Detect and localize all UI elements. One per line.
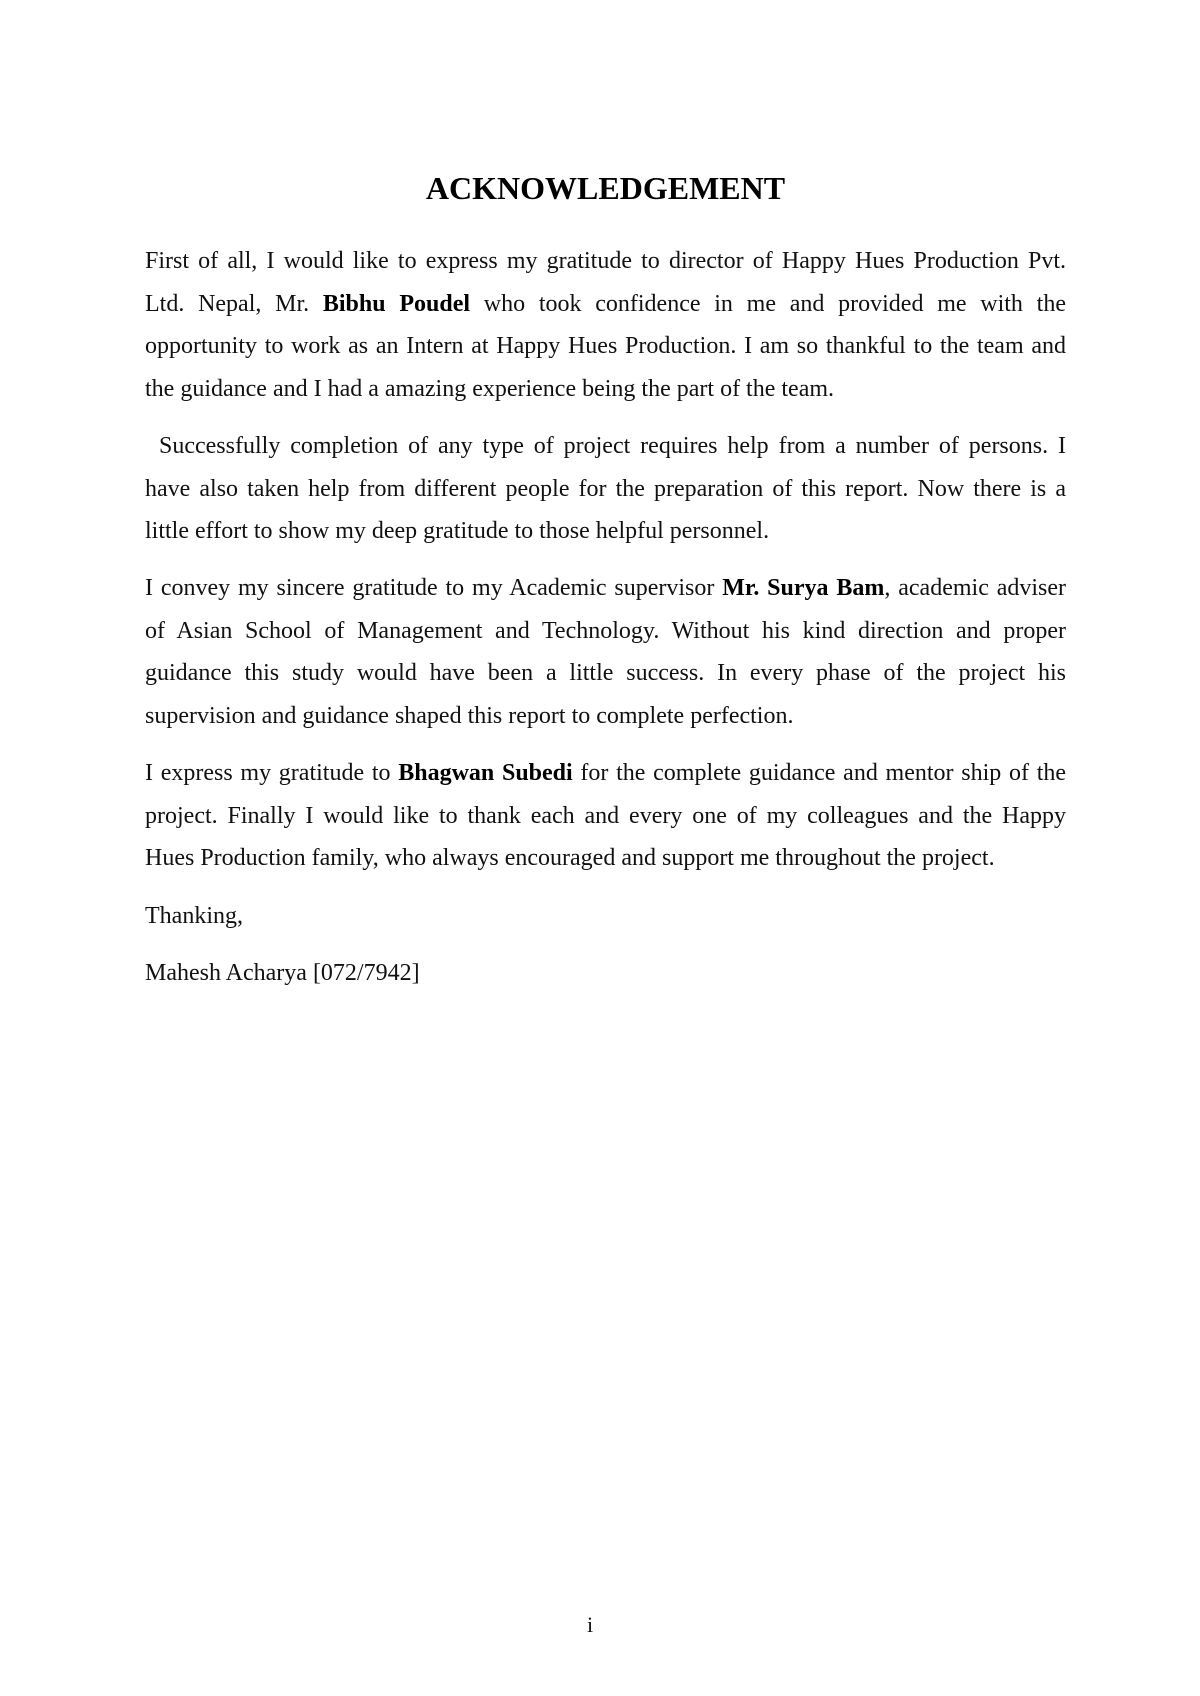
text-line: guidance this study would have been a little success. In every phase of the project his	[145, 660, 1066, 687]
text-line: little effort to show my deep gratitude to those helpful personnel.	[145, 518, 770, 545]
text-line: the guidance and I had a amazing experience being the part of the team.	[145, 375, 835, 402]
line-text-before: Ltd. Nepal, Mr.	[145, 290, 323, 317]
body-text	[145, 240, 1066, 1009]
paragraph	[145, 240, 1066, 410]
bold-name: Mr. Surya Bam	[722, 575, 885, 602]
line-text-after: who took confidence in me and provided me with the	[470, 290, 1066, 317]
bold-name: Bibhu Poudel	[322, 290, 471, 317]
text-line: First of all, I would like to express my gratitude to director of Happy Hues Production Pvt.	[145, 248, 1066, 275]
line-text-after: , academic adviser	[884, 575, 1067, 602]
page-title: ACKNOWLEDGEMENT	[425, 170, 786, 206]
line-text-before: I convey my sincere gratitude to my Academic supervisor	[145, 575, 723, 602]
text-line	[145, 283, 1066, 326]
closing-text: Thanking,	[145, 902, 243, 929]
signature-line: Mahesh Acharya [072/7942]	[145, 959, 420, 986]
paragraph	[145, 752, 1066, 880]
bold-name: Bhagwan Subedi	[398, 760, 573, 787]
text-line: Hues Production family, who always encouraged and support me throughout the project.	[145, 845, 995, 872]
paragraph	[145, 425, 1066, 553]
text-line	[145, 752, 1066, 795]
page-number: i	[586, 1612, 594, 1637]
line-text-before: I express my gratitude to	[145, 760, 399, 787]
text-line: of Asian School of Management and Technology. Without his kind direction and proper	[145, 617, 1066, 644]
text-line: opportunity to work as an Intern at Happy Hues Production. I am so thankful to the team and	[145, 333, 1066, 360]
line-text-after: for the complete guidance and mentor ship of the	[572, 760, 1067, 787]
paragraph	[145, 567, 1066, 737]
text-line: have also taken help from different people for the preparation of this report. Now there is a	[145, 475, 1066, 502]
text-line: project. Finally I would like to thank each and every one of my colleagues and the Happy	[145, 802, 1066, 829]
text-line	[145, 567, 1066, 610]
text-line: Successfully completion of any type of project requires help from a number of persons. I	[159, 433, 1066, 460]
text-line: supervision and guidance shaped this report to complete perfection.	[145, 702, 794, 729]
